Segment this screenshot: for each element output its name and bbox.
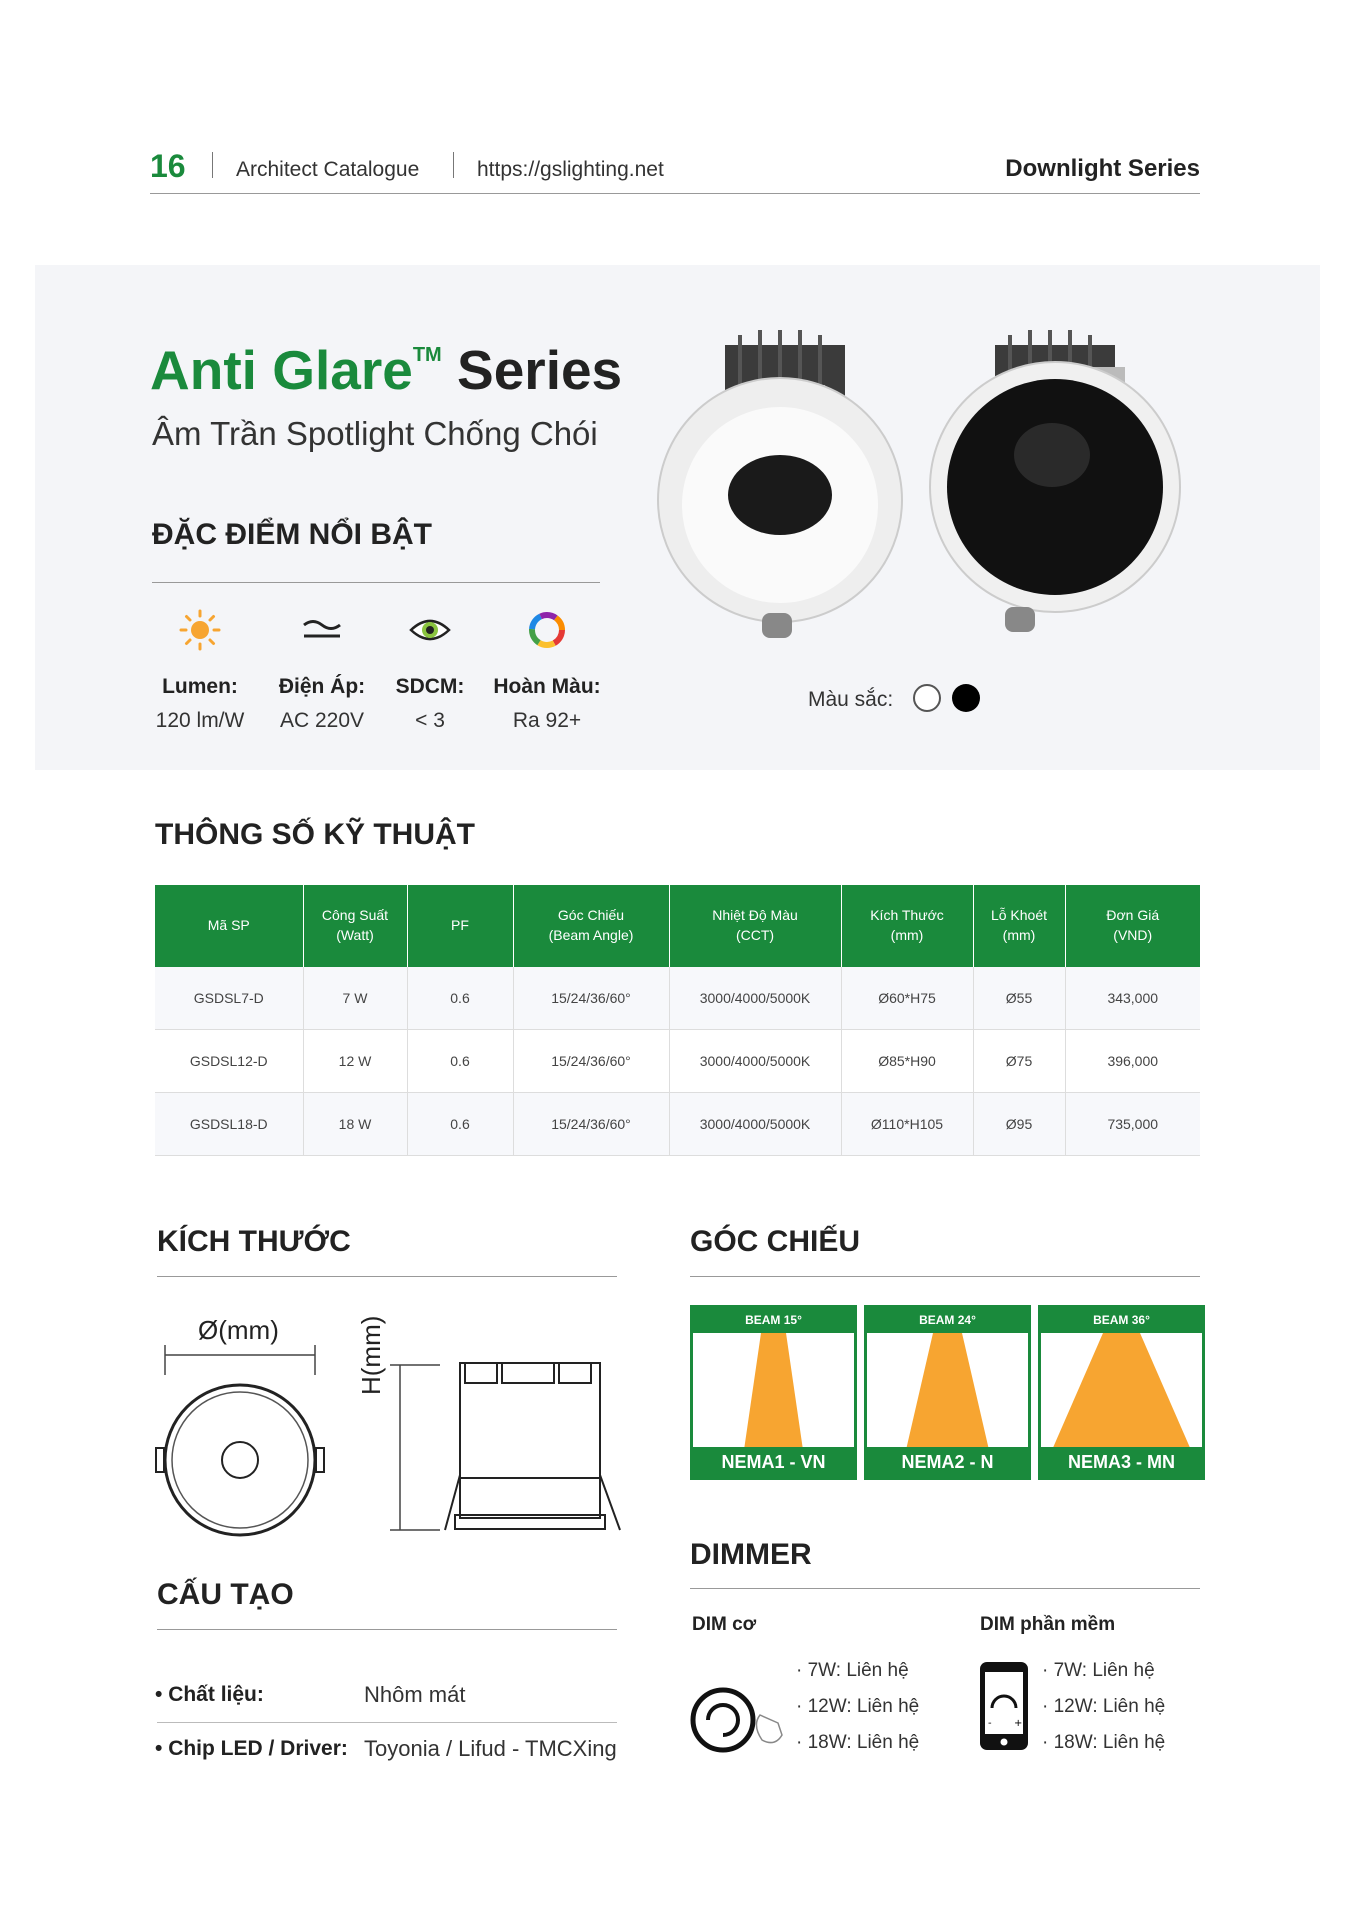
features-heading: ĐẶC ĐIỂM NỔI BẬT — [152, 518, 432, 551]
beam-heading: GÓC CHIẾU — [690, 1225, 861, 1258]
dimmer-heading: DIMMER — [690, 1538, 812, 1571]
svg-text:+: + — [1014, 1718, 1023, 1729]
header-divider — [212, 152, 213, 178]
column-header: Mã SP — [155, 885, 303, 967]
feature-label: SDCM: — [395, 675, 465, 698]
column-header: Nhiệt Độ Màu (CCT) — [669, 885, 841, 967]
product-image — [650, 325, 1210, 660]
feature-label: Điện Áp: — [278, 675, 366, 698]
beam-angle-label: BEAM 15° — [693, 1308, 854, 1333]
table-cell: GSDSL7-D — [155, 967, 303, 1030]
beam-card-15 — [690, 1305, 857, 1480]
structure-heading: CẤU TẠO — [157, 1578, 294, 1611]
beam-cone — [693, 1333, 854, 1450]
nema-label: NEMA3 - MN — [1041, 1447, 1202, 1477]
page-number: 16 — [150, 148, 186, 184]
table-row — [155, 1030, 1200, 1093]
header-rule — [150, 193, 1200, 194]
table-cell: Ø95 — [973, 1093, 1065, 1156]
table-cell: 12 W — [303, 1030, 407, 1093]
section-rule — [690, 1588, 1200, 1589]
product-title: Anti Glare™ Series — [150, 339, 623, 401]
beam-angle-label: BEAM 36° — [1041, 1308, 1202, 1333]
series-label: Downlight Series — [1005, 155, 1200, 182]
feature-sdcm — [370, 605, 490, 733]
table-cell: GSDSL12-D — [155, 1030, 303, 1093]
material-key: • Chất liệu: — [155, 1683, 264, 1706]
voltage-icon — [262, 605, 382, 655]
feature-value: AC 220V — [279, 709, 365, 732]
dim-software-title: DIM phần mềm — [980, 1614, 1116, 1635]
table-row — [155, 967, 1200, 1030]
header-divider — [453, 152, 454, 178]
dim-mechanical-item: · 7W: Liên hệ — [796, 1660, 909, 1681]
column-header: Đơn Giá (VND) — [1065, 885, 1200, 967]
table-cell: Ø75 — [973, 1030, 1065, 1093]
section-rule — [690, 1276, 1200, 1277]
dim-software-item: · 12W: Liên hệ — [1042, 1696, 1166, 1717]
color-swatch-black[interactable] — [952, 684, 980, 712]
column-header: Công Suất (Watt) — [303, 885, 407, 967]
beam-card-24 — [864, 1305, 1031, 1480]
spec-table — [155, 885, 1200, 1156]
side-view-drawing — [380, 1355, 630, 1550]
row-rule — [157, 1722, 617, 1723]
dim-mechanical-item: · 18W: Liên hệ — [796, 1732, 920, 1753]
table-cell: Ø110*H105 — [841, 1093, 973, 1156]
specs-heading: THÔNG SỐ KỸ THUẬT — [155, 818, 475, 851]
column-header: Kích Thước (mm) — [841, 885, 973, 967]
table-cell: 396,000 — [1065, 1030, 1200, 1093]
chip-key: • Chip LED / Driver: — [155, 1737, 348, 1760]
table-cell: 0.6 — [407, 967, 513, 1030]
dim-software-item: · 18W: Liên hệ — [1042, 1732, 1166, 1753]
color-label: Màu sắc: — [808, 688, 894, 711]
table-cell: 15/24/36/60° — [513, 1030, 669, 1093]
catalogue-label: Architect Catalogue — [236, 158, 420, 181]
table-cell: GSDSL18-D — [155, 1093, 303, 1156]
feature-value: Ra 92+ — [512, 709, 582, 732]
beam-cone — [1041, 1333, 1202, 1450]
table-row — [155, 1093, 1200, 1156]
feature-cri — [487, 605, 607, 733]
table-cell: 15/24/36/60° — [513, 1093, 669, 1156]
table-cell: Ø55 — [973, 967, 1065, 1030]
table-cell: 0.6 — [407, 1093, 513, 1156]
table-cell: Ø60*H75 — [841, 967, 973, 1030]
beam-cone — [867, 1333, 1028, 1450]
table-cell: 3000/4000/5000K — [669, 1093, 841, 1156]
top-view-drawing — [150, 1345, 330, 1550]
dimensions-heading: KÍCH THƯỚC — [157, 1225, 351, 1258]
website-link[interactable]: https://gslighting.net — [477, 158, 664, 181]
feature-voltage — [262, 605, 382, 733]
eye-icon — [370, 605, 490, 655]
feature-lumen — [140, 605, 260, 733]
table-cell: 3000/4000/5000K — [669, 1030, 841, 1093]
beam-card-36 — [1038, 1305, 1205, 1480]
diameter-label: Ø(mm) — [198, 1315, 279, 1345]
sun-icon — [140, 605, 260, 655]
product-subtitle: Âm Trần Spotlight Chống Chói — [152, 415, 598, 452]
dim-software-item: · 7W: Liên hệ — [1042, 1660, 1155, 1681]
material-value: Nhôm mát — [364, 1682, 466, 1707]
table-cell: 15/24/36/60° — [513, 967, 669, 1030]
color-swatch-white[interactable] — [913, 684, 941, 712]
dial-hand-icon — [690, 1685, 790, 1760]
table-cell: 343,000 — [1065, 967, 1200, 1030]
column-header: Lỗ Khoét (mm) — [973, 885, 1065, 967]
color-wheel-icon — [487, 605, 607, 655]
feature-value: 120 lm/W — [155, 709, 245, 732]
phone-icon — [978, 1660, 1030, 1757]
height-label: H(mm) — [356, 1315, 386, 1395]
chip-value: Toyonia / Lifud - TMCXing — [364, 1736, 617, 1761]
section-rule — [157, 1629, 617, 1630]
table-cell: 3000/4000/5000K — [669, 967, 841, 1030]
table-cell: 7 W — [303, 967, 407, 1030]
dim-mechanical-item: · 12W: Liên hệ — [796, 1696, 920, 1717]
column-header: Góc Chiếu (Beam Angle) — [513, 885, 669, 967]
svg-text:-: - — [988, 1718, 992, 1729]
nema-label: NEMA2 - N — [867, 1447, 1028, 1477]
beam-angle-label: BEAM 24° — [867, 1308, 1028, 1333]
table-cell: 18 W — [303, 1093, 407, 1156]
feature-label: Hoàn Màu: — [493, 675, 601, 698]
table-cell: 0.6 — [407, 1030, 513, 1093]
feature-value: < 3 — [415, 709, 445, 732]
nema-label: NEMA1 - VN — [693, 1447, 854, 1477]
table-cell: Ø85*H90 — [841, 1030, 973, 1093]
features-rule — [152, 582, 600, 583]
table-cell: 735,000 — [1065, 1093, 1200, 1156]
column-header: PF — [407, 885, 513, 967]
dim-mechanical-title: DIM cơ — [692, 1614, 757, 1635]
section-rule — [157, 1276, 617, 1277]
feature-label: Lumen: — [162, 675, 238, 698]
table-header-row — [155, 885, 1200, 967]
